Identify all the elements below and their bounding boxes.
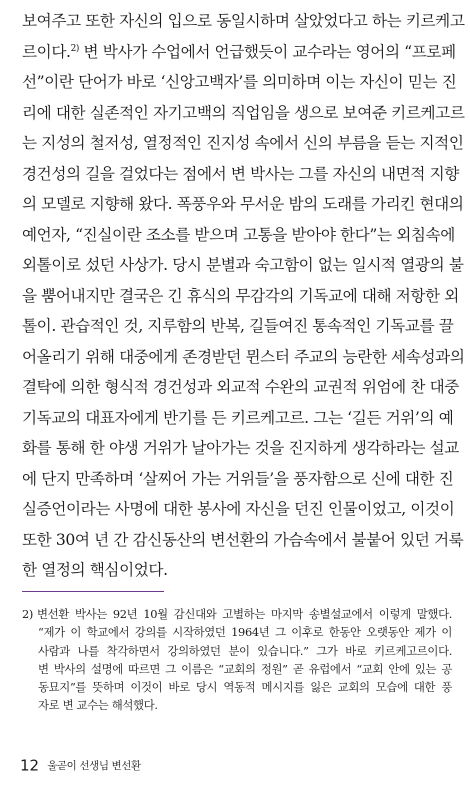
footnote-line: 사람과 나를 착각하면서 강의하였던 분이 있습니다.” 그가 바로 키르케고르이다. (38, 643, 452, 658)
footnote (22, 605, 452, 715)
body-line: 선”이란 단어가 바로 ‘신앙고백자’를 의미하며 이는 자신이 믿는 진 (22, 73, 457, 91)
footnote-line: “제가 이 학교에서 강의를 시작하였던 1964년 그 이후로 한동안 오랫동안 제가 이 (38, 625, 452, 640)
footnote-line (22, 605, 452, 623)
footnote-line: 자로 변 교수는 해석했다. (38, 698, 158, 713)
body-line: 는 지성의 철저성, 열정적인 진지성 속에서 신의 부름을 듣는 지적인 (22, 134, 464, 152)
footnote-line-text: 변선환 박사는 92년 10월 감신대와 고별하는 마지막 송별설교에서 이렇게 말했다. (37, 607, 452, 621)
footnote-line: 변 박사의 설명에 따르면 그 이름은 “교회의 정원” 곧 유럽에서 “교회 안에 있는 공 (38, 661, 452, 676)
footnote-divider (22, 591, 164, 592)
body-line-start: 르이다. (22, 42, 71, 61)
body-line: 보여주고 또한 자신의 입으로 동일시하며 살았었다고 하는 키르케고 (22, 12, 465, 30)
body-line: 톨이. 관습적인 것, 지루함의 반복, 길들여진 통속적인 기독교를 끌 (22, 317, 454, 335)
body-line: 실증언이라는 사명에 대한 봉사에 자신을 던진 인물이었고, 이것이 (22, 500, 455, 518)
body-line: 을 뿜어내지만 결국은 긴 휴식의 무감각의 기독교에 대해 저항한 외 (22, 286, 459, 305)
body-line: 기독교의 대표자에게 반기를 든 키르케고르. 그는 ‘길든 거위’의 예 (22, 408, 454, 427)
footnote-reference: 2) (70, 43, 79, 54)
body-line: 결탁에 의한 형식적 경건성과 외교적 수완의 교권적 위엄에 찬 대중 (22, 378, 459, 396)
body-line: 에 단지 만족하며 ‘살찌어 가는 거위들’을 풍자함으로 신에 대한 진 (22, 469, 454, 488)
footnote-line: 동묘지”를 뜻하며 이것이 바로 당시 역동적 메시지를 잃은 교회의 모습에 대한 풍 (38, 680, 452, 695)
page-footer (20, 755, 141, 775)
page-number: 12 (20, 756, 40, 775)
body-line: 예언자, “진실이란 조소를 받으며 고통을 받아야 한다”는 외침속에 (22, 225, 455, 244)
body-line: 의 모델로 지향해 왔다. 폭풍우와 무서운 밤의 도래를 가리킨 현대의 (22, 195, 464, 213)
running-title: 울곧이 선생님 변선환 (47, 760, 141, 772)
body-line-rest: 변 박사가 수업에서 언급했듯이 교수라는 영어의 “프로페 (79, 42, 456, 61)
body-line: 리에 대한 실존적인 자기고백의 직업임을 생으로 보여준 키르케고르 (22, 103, 465, 122)
body-line: 화를 통해 한 야생 거위가 날아가는 것을 진지하게 생각하라는 설교 (22, 439, 459, 457)
body-line: 경건성의 길을 걸었다는 점에서 변 박사는 그를 자신의 내면적 지향 (22, 164, 459, 183)
body-line: 외톨이로 섰던 사상가. 당시 분별과 숙고함이 없는 일시적 열광의 불 (22, 256, 464, 274)
body-text (22, 6, 465, 586)
footnote-marker: 2) (22, 607, 33, 621)
body-line: 또한 30여 년 간 감신동산의 변선환의 가슴속에서 불붙어 있던 거룩 (22, 530, 464, 549)
body-line: 어올리기 위해 대중에게 존경받던 뮌스터 주교의 능란한 세속성과의 (22, 347, 465, 366)
body-line: 한 열정의 핵심이었다. (22, 561, 168, 579)
body-line (22, 37, 456, 68)
